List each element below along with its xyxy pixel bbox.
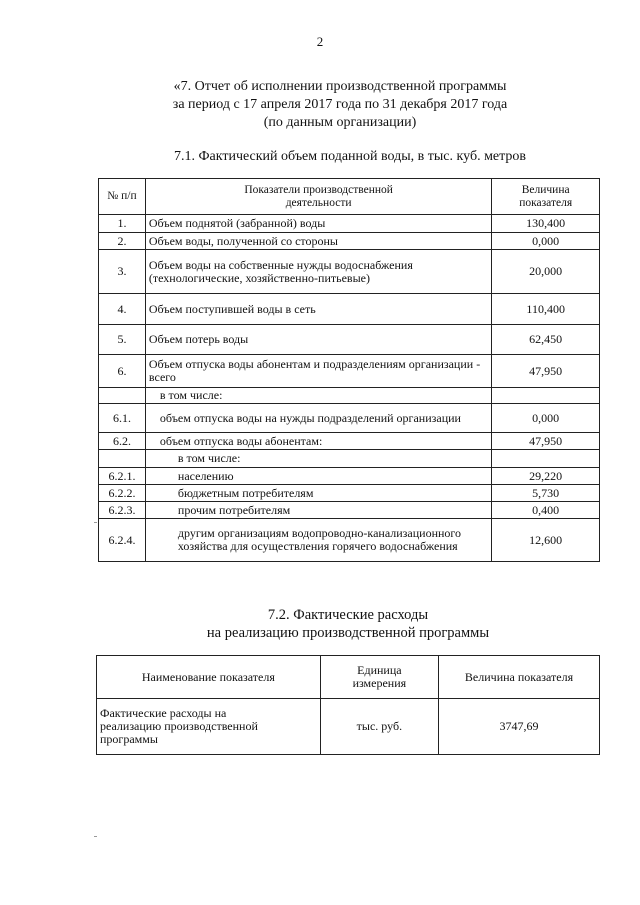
row-name: другим организациям водопроводно-канализационного хозяйства для осуществления горячего водоснабжения xyxy=(145,519,491,562)
section-7-2-title-line: на реализацию производственной программы xyxy=(206,625,490,641)
row-value: 47,950 xyxy=(492,433,600,450)
section-7-2-title xyxy=(28,606,640,642)
row-value xyxy=(492,388,600,404)
header-indicator-name: Наименование показателя xyxy=(97,656,321,699)
row-value: 3747,69 xyxy=(439,699,600,755)
row-value: 5,730 xyxy=(492,485,600,502)
header-value: Величина показателя xyxy=(439,656,600,699)
table-row xyxy=(99,233,600,250)
row-number: 6.2.1. xyxy=(99,468,146,485)
section-7-2-title-line: 7.2. Фактические расходы xyxy=(267,607,429,623)
table-row xyxy=(99,215,600,233)
row-name: прочим потребителям xyxy=(145,502,491,519)
table-row xyxy=(99,450,600,468)
row-value: 110,400 xyxy=(492,294,600,325)
row-name: Объем поднятой (забранной) воды xyxy=(145,215,491,233)
row-value: 0,000 xyxy=(492,233,600,250)
row-number xyxy=(99,450,146,468)
report-title-line: (по данным организации) xyxy=(263,115,417,130)
row-value: 20,000 xyxy=(492,250,600,294)
table-row xyxy=(99,355,600,388)
table-row xyxy=(99,485,600,502)
row-number: 6.2.3. xyxy=(99,502,146,519)
row-value: 29,220 xyxy=(492,468,600,485)
row-unit: тыс. руб. xyxy=(320,699,438,755)
row-number: 6.1. xyxy=(99,404,146,433)
table-row xyxy=(99,519,600,562)
table-row xyxy=(97,699,600,755)
row-name: Фактические расходы на реализацию производственной программы xyxy=(97,699,321,755)
report-title xyxy=(20,78,640,132)
table-header-row xyxy=(99,179,600,215)
row-number: 6.2.4. xyxy=(99,519,146,562)
row-name: объем отпуска воды на нужды подразделений организации xyxy=(145,404,491,433)
header-number: № п/п xyxy=(99,179,146,215)
table-row xyxy=(99,325,600,355)
row-value xyxy=(492,450,600,468)
expenses-table xyxy=(96,655,600,755)
table-row xyxy=(99,294,600,325)
row-number: 6.2. xyxy=(99,433,146,450)
row-number: 3. xyxy=(99,250,146,294)
row-name: Объем воды на собственные нужды водоснабжения (технологические, хозяйственно-питьевые) xyxy=(145,250,491,294)
table-header-row xyxy=(97,656,600,699)
table-row xyxy=(99,388,600,404)
header-indicator: Показатели производственной деятельности xyxy=(145,179,491,215)
row-number: 6.2.2. xyxy=(99,485,146,502)
row-value: 62,450 xyxy=(492,325,600,355)
section-7-1-title: 7.1. Фактический объем поданной воды, в тыс. куб. метров xyxy=(173,149,527,164)
row-name: Объем воды, полученной со стороны xyxy=(145,233,491,250)
row-name: в том числе: xyxy=(145,388,491,404)
header-unit: Единица измерения xyxy=(320,656,438,699)
row-value: 12,600 xyxy=(492,519,600,562)
report-title-line: «7. Отчет об исполнении производственной программы xyxy=(173,79,507,94)
header-value: Величина показателя xyxy=(492,179,600,215)
row-number: 2. xyxy=(99,233,146,250)
row-number: 5. xyxy=(99,325,146,355)
margin-mark xyxy=(94,836,97,837)
row-value: 47,950 xyxy=(492,355,600,388)
row-value: 0,000 xyxy=(492,404,600,433)
row-name: объем отпуска воды абонентам: xyxy=(145,433,491,450)
table-row xyxy=(99,250,600,294)
row-number: 1. xyxy=(99,215,146,233)
row-value: 130,400 xyxy=(492,215,600,233)
row-number: 4. xyxy=(99,294,146,325)
row-name: бюджетным потребителям xyxy=(145,485,491,502)
row-number xyxy=(99,388,146,404)
report-title-line: за период с 17 апреля 2017 года по 31 декабря 2017 года xyxy=(172,97,508,112)
row-name: Объем потерь воды xyxy=(145,325,491,355)
water-volume-table xyxy=(98,178,600,562)
row-name: Объем поступившей воды в сеть xyxy=(145,294,491,325)
table-row xyxy=(99,404,600,433)
page-number: 2 xyxy=(316,34,324,49)
row-name: в том числе: xyxy=(145,450,491,468)
row-name: Объем отпуска воды абонентам и подразделениям организации - всего xyxy=(145,355,491,388)
row-value: 0,400 xyxy=(492,502,600,519)
table-row xyxy=(99,468,600,485)
table-row xyxy=(99,502,600,519)
row-name: населению xyxy=(145,468,491,485)
row-number: 6. xyxy=(99,355,146,388)
table-row xyxy=(99,433,600,450)
margin-mark xyxy=(94,522,97,523)
